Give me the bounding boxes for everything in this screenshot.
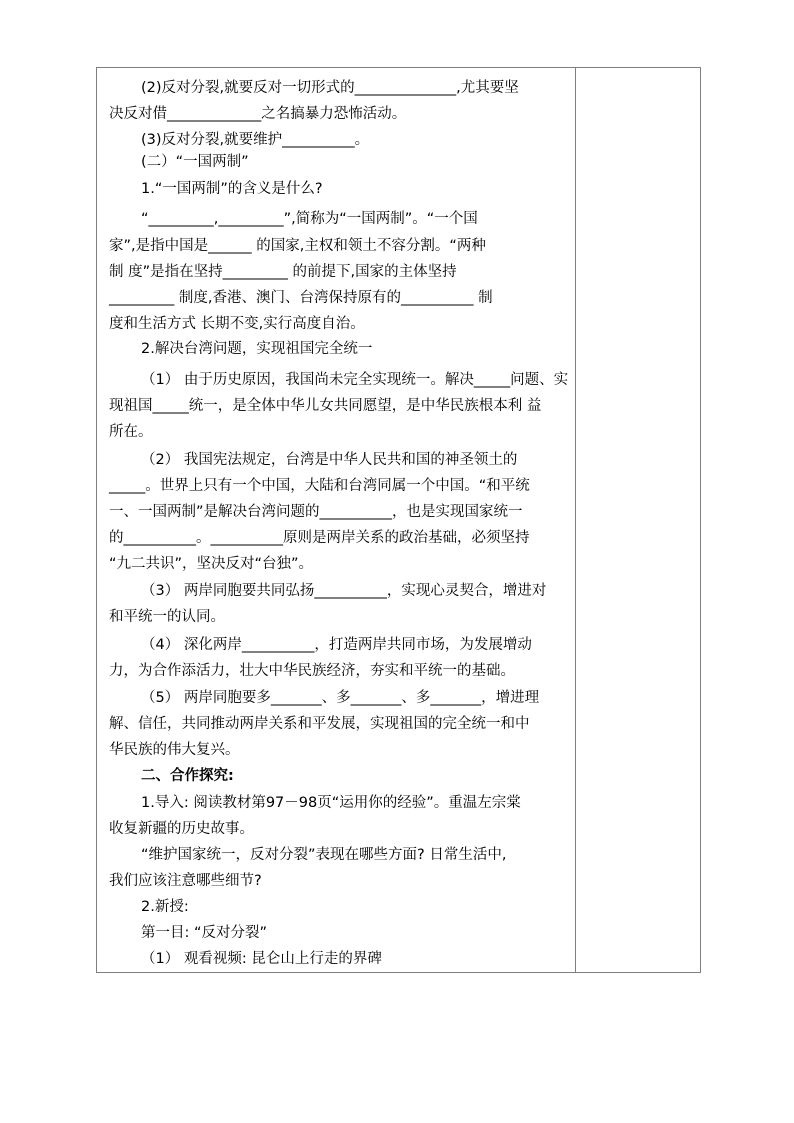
- text-line: （2） 我国宪法规定，台湾是中华人民共和国的神圣领土的: [141, 452, 518, 468]
- text-line: “_________,_________”,简称为“一国两制”。“一个国: [141, 211, 478, 227]
- text-line: (2)反对分裂,就要反对一切形式的______________,尤其要坚: [141, 80, 519, 96]
- text-line: 我们应该注意哪些细节?: [109, 873, 262, 889]
- text-line: （1） 由于历史原因，我国尚未完全实现统一。解决_____问题、实: [141, 372, 569, 388]
- text-line: _____。世界上只有一个中国，大陆和台湾同属一个中国。“和平统: [109, 478, 530, 494]
- content-column: [97, 68, 576, 972]
- section-heading: 二、合作探究:: [141, 768, 234, 784]
- lesson-plan-table: [96, 67, 701, 973]
- text-line: 所在。: [109, 424, 153, 440]
- text-line: 家”,是指中国是______ 的国家,主权和领土不容分割。“两种: [109, 238, 486, 254]
- text-line: 决反对借_____________之名搞暴力恐怖活动。: [109, 106, 407, 122]
- text-line: （4） 深化两岸__________，打造两岸共同市场，为发展增动: [141, 637, 532, 653]
- text-line: 华民族的伟大复兴。: [109, 742, 240, 758]
- question-heading: 1.“一国两制”的含义是什么?: [141, 181, 323, 197]
- text-line: （5） 两岸同胞要多_______、多_______、多_______，增进理: [141, 690, 540, 706]
- text-line: “维护国家统一，反对分裂”表现在哪些方面? 日常生活中,: [141, 847, 507, 863]
- text-line: 制 度”是指在坚持_________ 的前提下,国家的主体坚持: [109, 264, 457, 280]
- text-line: 和平统一的认同。: [109, 609, 225, 625]
- text-line: 一、一国两制”是解决台湾问题的__________，也是实现国家统一: [109, 504, 523, 520]
- text-line: _________ 制度,香港、澳门、台湾保持原有的__________ 制: [109, 290, 493, 306]
- text-line: （1） 观看视频: 昆仑山上行走的界碑: [141, 951, 382, 967]
- question-heading: 2.解决台湾问题，实现祖国完全统一: [141, 341, 373, 357]
- section-heading: (二）“一国两制”: [141, 154, 249, 170]
- text-line: 1.导入: 阅读教材第97－98页“运用你的经验”。重温左宗棠: [141, 795, 521, 811]
- text-line: 力，为合作添活力，壮大中华民族经济，夯实和平统一的基础。: [109, 663, 515, 679]
- text-line: （3） 两岸同胞要共同弘扬__________，实现心灵契合，增进对: [141, 583, 547, 599]
- text-line: (3)反对分裂,就要维护__________。: [141, 132, 370, 148]
- text-line: 度和生活方式 长期不变,实行高度自治。: [109, 316, 365, 332]
- notes-column: [576, 68, 700, 972]
- text-line: 收复新疆的历史故事。: [109, 821, 254, 837]
- text-line: 解、信任，共同推动两岸关系和平发展，实现祖国的完全统一和中: [109, 716, 530, 732]
- text-line: 第一目: “反对分裂”: [141, 925, 268, 941]
- text-line: 的__________。__________原则是两岸关系的政治基础，必须坚持: [109, 530, 530, 546]
- text-line: 现祖国_____统一，是全体中华儿女共同愿望，是中华民族根本利 益: [109, 398, 542, 414]
- text-line: 2.新授:: [141, 899, 189, 915]
- text-line: “九二共识”，坚决反对“台独”。: [109, 556, 314, 572]
